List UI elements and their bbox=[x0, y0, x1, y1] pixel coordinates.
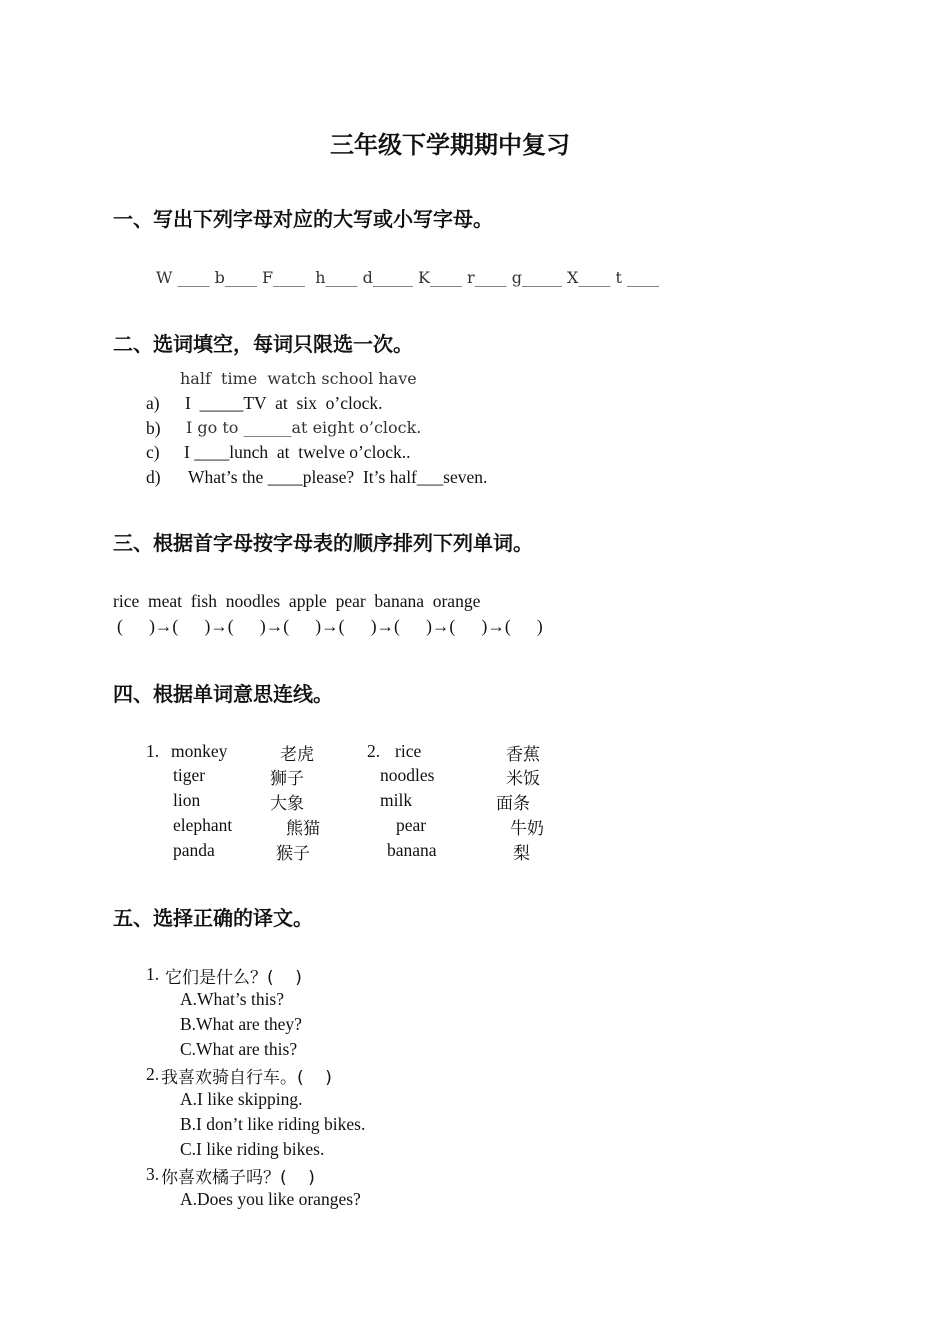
answer-option: A.What’s this? bbox=[180, 989, 285, 1009]
match-right-cn: 梨 bbox=[513, 844, 530, 864]
fill-item-label: b) bbox=[146, 418, 161, 438]
page-title: 三年级下学期期中复习 bbox=[330, 131, 570, 159]
match-left-cn: 熊猫 bbox=[286, 819, 320, 839]
match-left-cn: 老虎 bbox=[280, 745, 314, 765]
word-bank: half time watch school have bbox=[180, 369, 417, 388]
fill-item-text: I _____TV at six o’clock. bbox=[185, 393, 383, 413]
section-2-heading: 二、选词填空，每词只限选一次。 bbox=[113, 332, 413, 356]
section-1-heading: 一、写出下列字母对应的大写或小写字母。 bbox=[113, 207, 493, 231]
fill-item-label: d) bbox=[146, 467, 161, 487]
match-left-en: tiger bbox=[173, 765, 206, 785]
sort-arrows: ( )→( )→( )→( )→( )→( )→( )→( ) bbox=[117, 616, 543, 636]
fill-item-text: I go to ______at eight o’clock. bbox=[186, 418, 422, 437]
match-right-cn: 香蕉 bbox=[506, 745, 540, 765]
answer-option: A.I like skipping. bbox=[180, 1089, 303, 1109]
match-right-en: rice bbox=[395, 741, 422, 761]
match-right-cn: 米饭 bbox=[506, 769, 540, 789]
answer-option: C.What are this? bbox=[180, 1039, 298, 1059]
match-left-en: lion bbox=[173, 790, 201, 810]
question-number: 1. bbox=[146, 964, 160, 984]
question-number: 3. bbox=[146, 1164, 160, 1184]
match-group-number: 2. bbox=[367, 741, 381, 761]
match-right-en: pear bbox=[396, 815, 427, 835]
answer-option: B.I don’t like riding bikes. bbox=[180, 1114, 366, 1134]
fill-item-label: a) bbox=[146, 393, 160, 413]
fill-item-text: What’s the ____please? It’s half___seven. bbox=[188, 467, 488, 487]
match-right-cn: 面条 bbox=[496, 794, 530, 814]
answer-option: C.I like riding bikes. bbox=[180, 1139, 325, 1159]
match-right-cn: 牛奶 bbox=[510, 819, 544, 839]
section-3-heading: 三、根据首字母按字母表的顺序排列下列单词。 bbox=[113, 531, 533, 555]
question-number: 2. bbox=[146, 1064, 160, 1084]
section-4-heading: 四、根据单词意思连线。 bbox=[113, 682, 333, 706]
section-5-heading: 五、选择正确的译文。 bbox=[113, 906, 313, 930]
match-left-en: panda bbox=[173, 840, 215, 860]
match-right-en: banana bbox=[387, 840, 437, 860]
answer-option: A.Does you like oranges? bbox=[180, 1189, 361, 1209]
sort-words: rice meat fish noodles apple pear banana orange bbox=[113, 591, 481, 611]
question-text: 它们是什么？( ) bbox=[165, 968, 302, 988]
match-left-en: elephant bbox=[173, 815, 233, 835]
letter-blanks: W ____ b____ F____ h____ d_____ K____ r____ g_____ X____ t ____ bbox=[156, 268, 660, 287]
match-left-cn: 狮子 bbox=[270, 769, 304, 789]
match-right-en: noodles bbox=[380, 765, 435, 785]
match-right-en: milk bbox=[380, 790, 413, 810]
match-left-cn: 大象 bbox=[270, 794, 304, 814]
answer-option: B.What are they? bbox=[180, 1014, 302, 1034]
fill-item-text: I ____lunch at twelve o’clock.. bbox=[184, 442, 411, 462]
question-text: 我喜欢骑自行车。( ) bbox=[161, 1068, 332, 1088]
match-group-number: 1. bbox=[146, 741, 160, 761]
match-left-cn: 猴子 bbox=[276, 844, 310, 864]
fill-item-label: c) bbox=[146, 442, 160, 462]
match-left-en: monkey bbox=[171, 741, 228, 761]
question-text: 你喜欢橘子吗？( ) bbox=[161, 1168, 315, 1188]
